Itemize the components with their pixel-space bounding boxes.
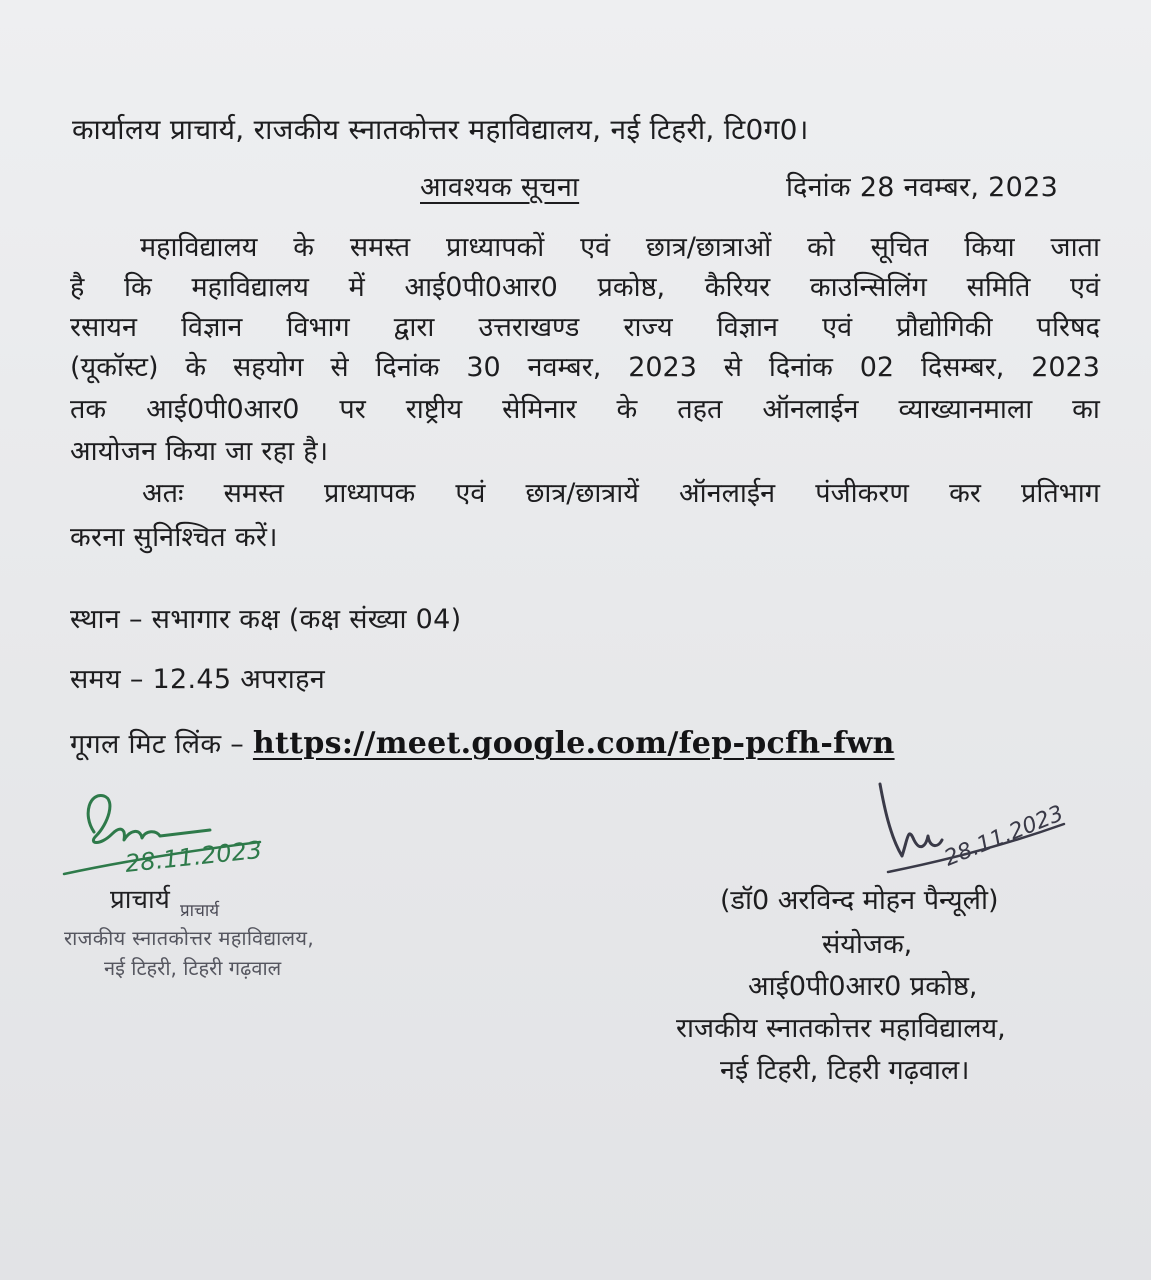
word: विज्ञान bbox=[181, 312, 243, 343]
word: पंजीकरण bbox=[815, 478, 909, 509]
principal-signature bbox=[60, 784, 290, 894]
word: महाविद्यालय bbox=[140, 232, 258, 263]
meet-link-label: गूगल मिट लिंक – bbox=[70, 729, 253, 760]
word: महाविद्यालय bbox=[191, 272, 309, 303]
notice-title: आवश्यक सूचना bbox=[420, 172, 580, 203]
word: तहत bbox=[677, 394, 723, 425]
word: है bbox=[70, 272, 85, 303]
word: एवं bbox=[1070, 272, 1100, 303]
word: समिति bbox=[966, 272, 1031, 303]
word: राज्य bbox=[623, 312, 673, 343]
word: कर bbox=[949, 478, 981, 509]
word: कि bbox=[124, 272, 152, 303]
meet-link-line bbox=[70, 728, 895, 761]
coordinator-role: संयोजक, bbox=[822, 929, 913, 960]
word: पर bbox=[339, 394, 366, 425]
venue-line: स्थान – सभागार कक्ष (कक्ष संख्या 04) bbox=[70, 604, 462, 635]
word: अतः bbox=[142, 478, 184, 509]
principal-signature-date: 28.11.2023 bbox=[123, 835, 264, 878]
word: नवम्बर, bbox=[527, 352, 602, 383]
word: के bbox=[185, 352, 207, 383]
word: प्रतिभाग bbox=[1020, 478, 1100, 509]
word: को bbox=[807, 232, 835, 263]
word: दिनांक bbox=[768, 352, 833, 383]
word: प्राध्यापक bbox=[324, 478, 416, 509]
paragraph-2-line-1 bbox=[142, 478, 1100, 510]
word: काउन्सिलिंग bbox=[809, 272, 927, 303]
coordinator-name: (डॉ0 अरविन्द मोहन पैन्यूली) bbox=[720, 885, 999, 916]
notice-date: दिनांक 28 नवम्बर, 2023 bbox=[786, 172, 1059, 203]
paragraph-1-line-4 bbox=[70, 352, 1100, 384]
word: 2023 bbox=[1031, 352, 1100, 383]
paragraph-2-line-2: करना सुनिश्चित करें। bbox=[70, 522, 278, 553]
paragraph-1-line-6: आयोजन किया जा रहा है। bbox=[70, 436, 329, 467]
word: 02 bbox=[859, 352, 895, 383]
word: में bbox=[348, 272, 365, 303]
word: विभाग bbox=[286, 312, 350, 343]
word: ऑनलाईन bbox=[762, 394, 859, 425]
word: आई0पी0आर0 bbox=[404, 272, 558, 303]
word: किया bbox=[964, 232, 1015, 263]
coordinator-college: राजकीय स्नातकोत्तर महाविद्यालय, bbox=[676, 1013, 1006, 1044]
word: 2023 bbox=[628, 352, 697, 383]
word: प्रौद्योगिकी bbox=[896, 312, 993, 343]
coordinator-signature-stroke bbox=[880, 784, 942, 856]
word: रसायन bbox=[70, 312, 137, 343]
coordinator-signature-date: 28.11.2023 bbox=[940, 801, 1068, 872]
principal-title-stamp: प्राचार्य bbox=[180, 901, 220, 921]
word: ऑनलाईन bbox=[679, 478, 776, 509]
word: के bbox=[293, 232, 315, 263]
word: प्राध्यापकों bbox=[446, 232, 545, 263]
word: से bbox=[330, 352, 349, 383]
word: एवं bbox=[455, 478, 486, 509]
office-header: कार्यालय प्राचार्य, राजकीय स्नातकोत्तर महाविद्यालय, नई टिहरी, टि0ग0। bbox=[72, 113, 809, 146]
paragraph-1-line-1 bbox=[140, 232, 1100, 264]
word: सूचित bbox=[870, 232, 929, 263]
word: उत्तराखण्ड bbox=[478, 312, 580, 343]
word: (यूकॉस्ट) bbox=[70, 352, 159, 383]
word: सहयोग bbox=[233, 352, 304, 383]
word: 30 bbox=[466, 352, 501, 383]
word: एवं bbox=[822, 312, 853, 343]
word: के bbox=[616, 394, 638, 425]
word: राष्ट्रीय bbox=[405, 394, 463, 425]
word: दिसम्बर, bbox=[920, 352, 1005, 383]
coordinator-cell: आई0पी0आर0 प्रकोष्ठ, bbox=[748, 971, 978, 1002]
word: छात्र/छात्राओं bbox=[645, 232, 772, 263]
word: द्वारा bbox=[393, 312, 435, 343]
word: एवं bbox=[580, 232, 611, 263]
word: समस्त bbox=[349, 232, 411, 263]
coordinator-place: नई टिहरी, टिहरी गढ़वाल। bbox=[720, 1055, 970, 1086]
meet-link[interactable]: https://meet.google.com/fep-pcfh-fwn bbox=[252, 726, 895, 761]
word: तक bbox=[70, 394, 107, 425]
word: कैरियर bbox=[704, 272, 771, 303]
word: प्रकोष्ठ, bbox=[597, 272, 666, 303]
word: परिषद bbox=[1036, 312, 1100, 343]
word: का bbox=[1072, 394, 1100, 425]
coordinator-signature bbox=[868, 776, 1078, 886]
principal-title-handwritten: प्राचार्य bbox=[110, 885, 170, 915]
principal-stamp-place: नई टिहरी, टिहरी गढ़वाल bbox=[104, 956, 282, 980]
word: विज्ञान bbox=[716, 312, 779, 343]
word: सेमिनार bbox=[502, 394, 577, 425]
time-line: समय – 12.45 अपराहन bbox=[70, 664, 326, 695]
word: जाता bbox=[1050, 232, 1100, 263]
word: आई0पी0आर0 bbox=[146, 394, 300, 425]
principal-signature-stroke bbox=[88, 796, 210, 843]
word: समस्त bbox=[223, 478, 284, 509]
word: छात्र/छात्रायें bbox=[525, 478, 639, 509]
word: से bbox=[723, 352, 743, 383]
paragraph-1-line-2 bbox=[70, 272, 1100, 304]
principal-stamp-college: राजकीय स्नातकोत्तर महाविद्यालय, bbox=[64, 926, 314, 950]
word: व्याख्यानमाला bbox=[898, 394, 1033, 425]
paragraph-1-line-3 bbox=[70, 312, 1100, 344]
paragraph-1-line-5 bbox=[70, 394, 1100, 426]
word: दिनांक bbox=[375, 352, 440, 383]
